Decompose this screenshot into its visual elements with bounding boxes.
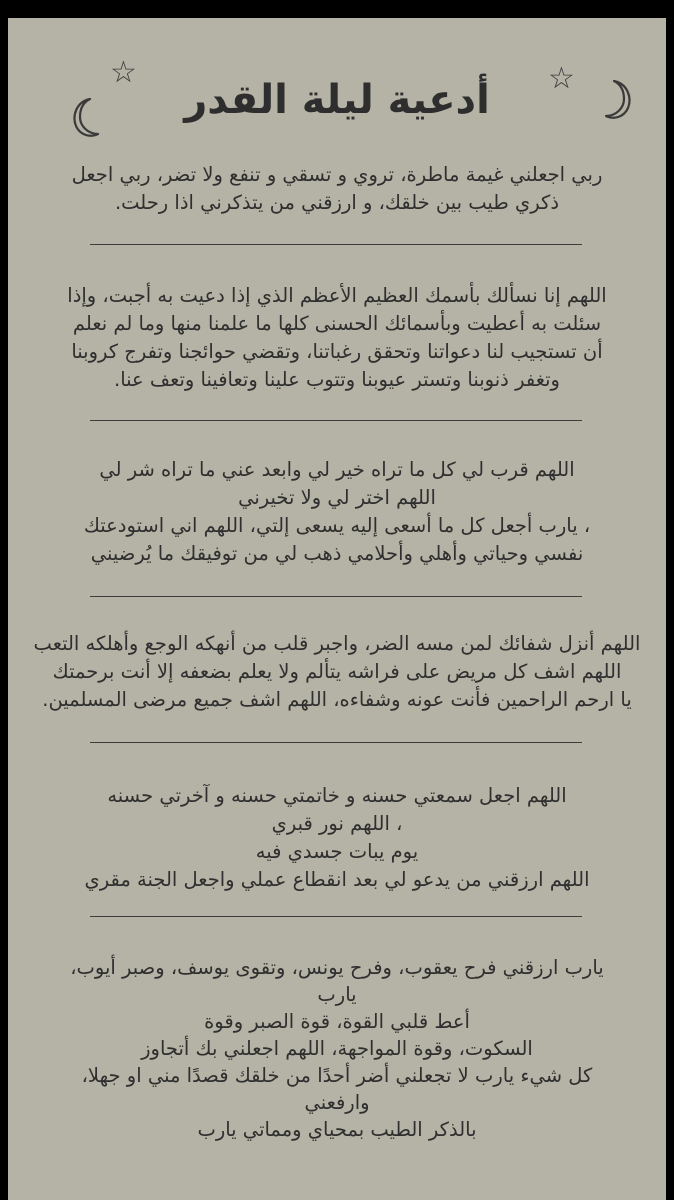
prayer-line: السكوت، وقوة المواجهة، اللهم اجعلني بك أتجاوز	[141, 1037, 533, 1060]
prayer-line: اللهم أنزل شفائك لمن مسه الضر، واجبر قلب من أنهكه الوجع وأهلكه التعب	[33, 632, 641, 655]
prayer-line: ربي اجعلني غيمة ماطرة، تروي و تسقي و تنفع ولا تضر، ربي اجعل	[71, 163, 603, 186]
section-divider	[90, 596, 582, 597]
prayer-section-1	[28, 161, 646, 217]
star-icon: ☆	[110, 55, 137, 90]
prayer-line: كل شيء يارب لا تجعلني أضر أحدًا من خلقك قصدًا مني او جهلا،	[81, 1064, 593, 1087]
prayer-line: اللهم اختر لي ولا تخيرني	[238, 486, 436, 509]
prayer-line: يوم يبات جسدي فيه	[255, 840, 419, 863]
prayer-line: يارب	[317, 983, 357, 1006]
prayer-line: بالذكر الطيب بمحياي ومماتي يارب	[197, 1118, 477, 1141]
prayer-line: ، يارب أجعل كل ما أسعى إليه يسعى إلتي، اللهم اني استودعتك	[83, 514, 591, 537]
page-title: أدعية ليلة القدر	[184, 77, 490, 123]
prayer-line: أن تستجيب لنا دعواتنا وتحقق رغباتنا، وتقضي حوائجنا وتفرج كروبنا	[71, 340, 603, 363]
prayer-line: اللهم اجعل سمعتي حسنه و خاتمتي حسنه و آخرتي حسنه	[107, 784, 567, 807]
section-divider	[90, 742, 582, 743]
prayer-line: وتغفر ذنوبنا وتستر عيوبنا وتتوب علينا وتعافينا وتعف عنا.	[114, 368, 560, 391]
prayer-section-2	[28, 282, 646, 394]
prayer-line: أعط قلبي القوة، قوة الصبر وقوة	[204, 1010, 470, 1033]
prayer-line: نفسي وحياتي وأهلي وأحلامي ذهب لي من توفيقك ما يُرضيني	[90, 542, 584, 565]
star-icon: ☆	[548, 61, 575, 96]
prayer-line: ذكري طيب بين خلقك، و ارزقني من يتذكرني اذا رحلت.	[114, 191, 560, 214]
prayer-line: ، اللهم نور قبري	[271, 812, 403, 835]
prayer-section-6	[28, 954, 646, 1143]
prayer-line: اللهم إنا نسألك بأسمك العظيم الأعظم الذي إذا دعيت به أجبت، وإذا	[67, 284, 607, 307]
prayer-section-3	[28, 456, 646, 568]
prayer-line: وارفعني	[304, 1091, 370, 1114]
prayer-line: اللهم اشف كل مريض على فراشه يتألم ولا يعلم بضعفه إلا أنت برحمتك	[52, 660, 622, 683]
prayer-line: اللهم قرب لي كل ما تراه خير لي وابعد عني ما تراه شر لي	[99, 458, 575, 481]
section-divider	[90, 420, 582, 421]
prayer-section-5	[28, 782, 646, 894]
prayer-line: اللهم ارزقني من يدعو لي بعد انقطاع عملي واجعل الجنة مقري	[84, 868, 590, 891]
section-divider	[90, 244, 582, 245]
prayer-line: يارب ارزقني فرح يعقوب، وفرح يونس، وتقوى يوسف، وصبر أيوب،	[70, 956, 604, 979]
prayer-card	[8, 18, 666, 1200]
prayer-line: سئلت به أعطيت وبأسمائك الحسنى كلها ما علمنا منها وما لم نعلم	[72, 312, 602, 335]
prayer-line: يا ارحم الراحمين فأنت عونه وشفاءه، اللهم اشف جميع مرضى المسلمين.	[42, 688, 632, 711]
prayer-section-4	[28, 630, 646, 714]
section-divider	[90, 916, 582, 917]
